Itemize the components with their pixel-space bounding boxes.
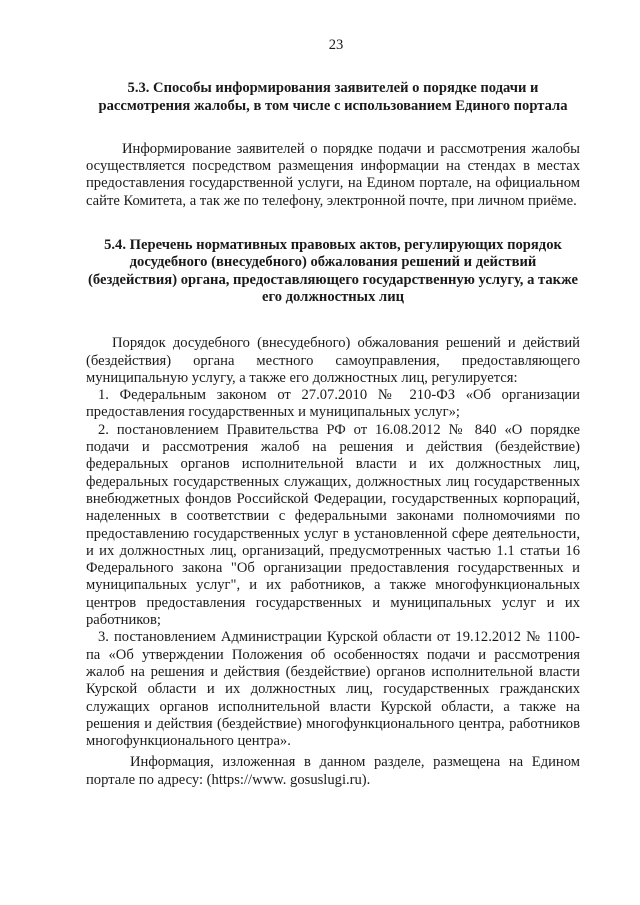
section-5-3-paragraph: Информирование заявителей о порядке подачи и рассмотрения жалобы осуществляется посредством размещения информации на стендах в местах предоставления государственной услуги, на Едином портале, на официальном сайте Комитета, а так же по телефону, электронной почте, при личном приёме. <box>86 140 580 209</box>
section-5-4-heading: 5.4. Перечень нормативных правовых актов, регулирующих порядок досудебного (внесудебного) обжалования решений и действий (бездействия) органа, предоставляющего государственную услугу, а также его должностных лиц <box>88 237 578 305</box>
list-item: 2. постановлением Правительства РФ от 16.08.2012 № 840 «О порядке подачи и рассмотрения жалоб на решения и действия (бездействие) федеральных органов исполнительной власти и их должностных лиц, федеральных государственных служащих, должностных лиц государственных внебюджетных фондов Российской Федерации, государственных корпораций, наделенных в соответствии с федеральными законами полномочиями по предоставлению государственных услуг в установленной сфере деятельности, и их должностных лиц, организаций, предусмотренных частью 1.1 статьи 16 Федерального закона "Об организации предоставления государственных и муниципальных услуг", и их работников, а также многофункциональных центров предоставления государственных и муниципальных услуг и их работников; <box>86 421 580 629</box>
list-item: 3. постановлением Администрации Курской области от 19.12.2012 № 1100-па «Об утверждении Положения об особенностях подачи и рассмотрения жалоб на решения и действия (бездействие) органов исполнительной власти Курской области и их должностных лиц, государственных гражданских служащих органов исполнительной власти Курской области, а также на решения и действия (бездействие) многофункционального центра, работников многофункционального центра». <box>86 629 580 750</box>
section-5-4-intro: Порядок досудебного (внесудебного) обжалования решений и действий (бездействия) органа местного самоуправления, предоставляющего муниципальную услугу, а также его должностных лиц, регулируется: <box>86 335 580 386</box>
section-5-3-heading: 5.3. Способы информирования заявителей о порядке подачи и рассмотрения жалобы, в том числе с использованием Единого портала <box>98 80 568 114</box>
list-item: 1. Федеральным законом от 27.07.2010 № 210-ФЗ «Об организации предоставления государственных и муниципальных услуг»; <box>86 387 580 421</box>
section-5-4-final: Информация, изложенная в данном разделе, размещена на Едином портале по адресу: (https://www. gosuslugi.ru). <box>86 754 580 788</box>
page-number: 23 <box>328 37 344 53</box>
